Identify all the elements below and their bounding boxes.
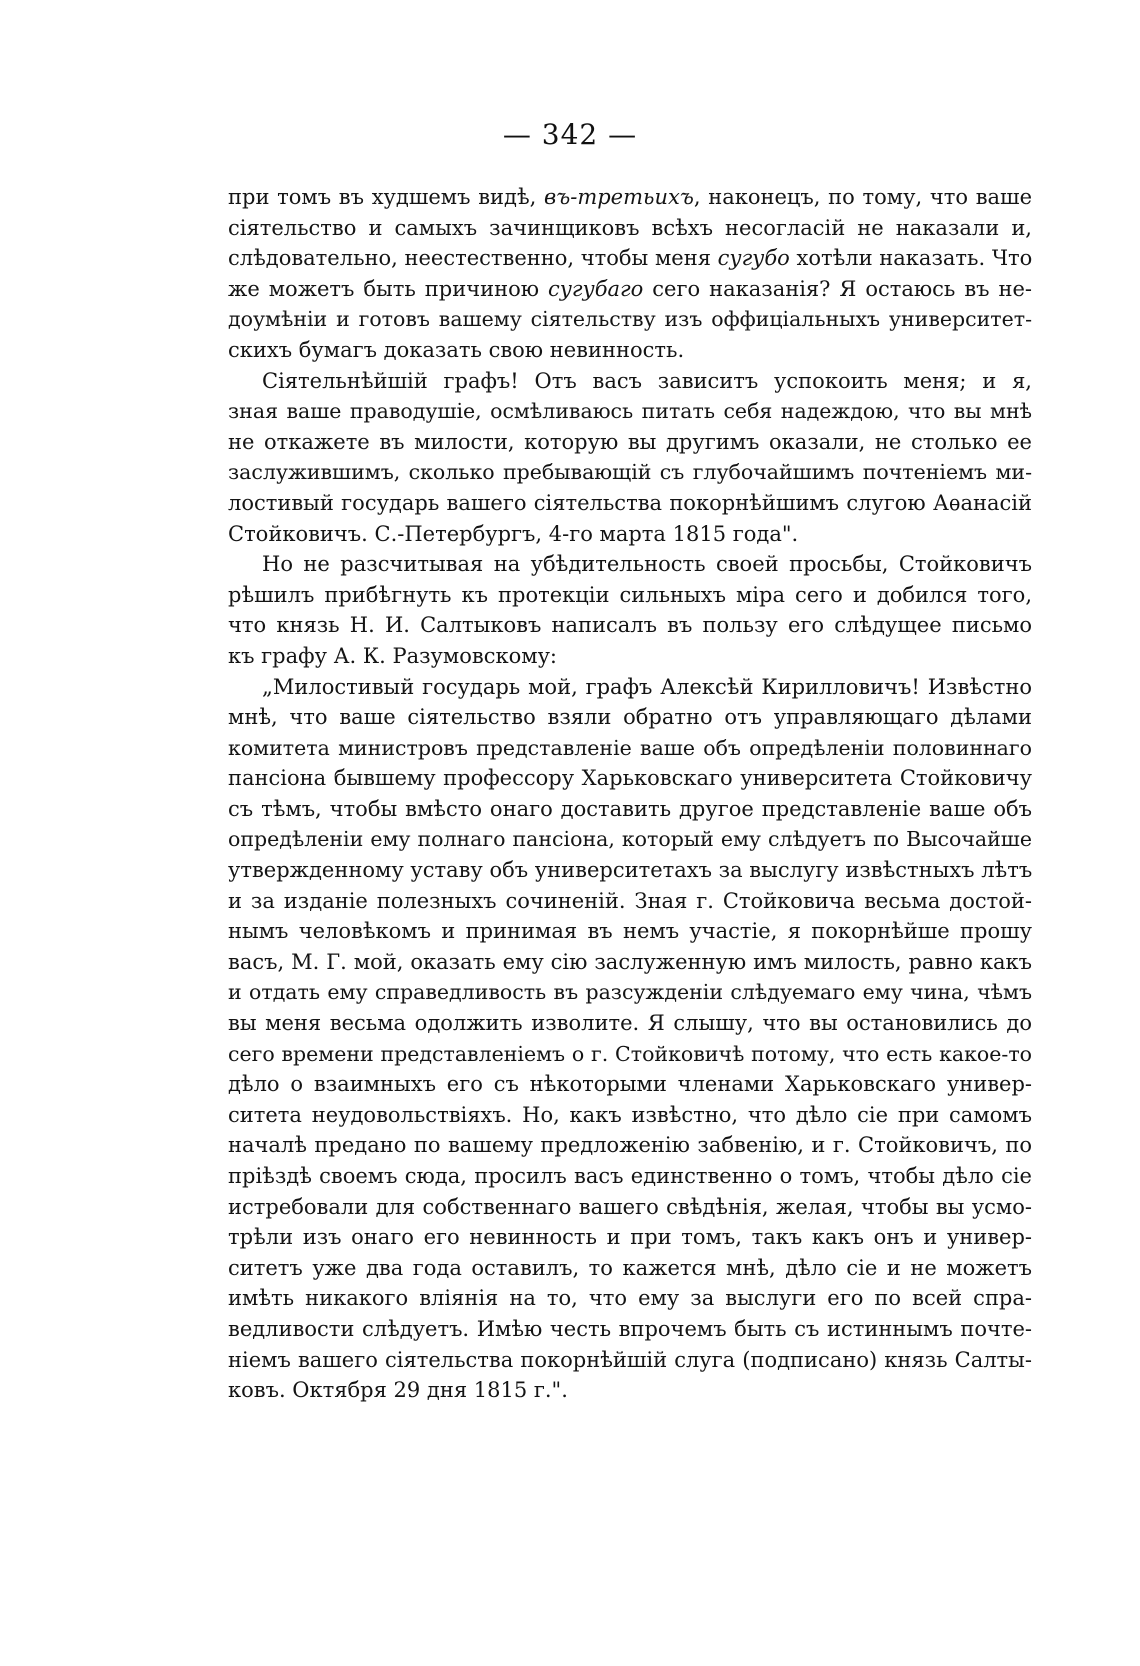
text-line	[228, 213, 1032, 244]
text-run: мнѣ, что ваше сіятельство взяли обратно отъ управляющаго дѣлами	[228, 705, 1032, 730]
text-run: съ тѣмъ, чтобы вмѣсто онаго доставить другое представленіе ваше объ	[228, 796, 1032, 821]
text-line	[228, 274, 1032, 305]
text-line	[228, 1130, 1032, 1161]
body-text	[228, 182, 1032, 1406]
text-line	[228, 1253, 1032, 1284]
text-run: Стойковичъ. С.-Петербургъ, 4-го марта 1815 года".	[228, 521, 799, 546]
text-run: имѣть никакого вліянія на то, что ему за выслуги его по всей спра-	[228, 1286, 1032, 1311]
text-line	[228, 182, 1032, 213]
text-run: комитета министровъ представленіе ваше объ опредѣленіи половиннаго	[228, 735, 1032, 760]
text-run: сего наказанія? Я остаюсь въ не-	[643, 276, 1032, 301]
text-run: „Милостивый государь мой, графъ Алексѣй Кирилловичъ! Извѣстно	[262, 674, 1032, 699]
text-run: скихъ бумагъ доказать свою невинность.	[228, 337, 685, 362]
text-line	[228, 366, 1032, 397]
text-run: при томъ въ худшемъ видѣ,	[228, 185, 544, 209]
text-line	[228, 1100, 1032, 1131]
text-run: васъ, М. Г. мой, оказать ему сію заслуженную имъ милость, равно какъ	[228, 949, 1032, 974]
text-run: ситетъ уже два года оставилъ, то кажется мнѣ, дѣло сіе и не можетъ	[228, 1255, 1032, 1280]
text-line	[228, 733, 1032, 764]
text-line	[228, 886, 1032, 917]
italic-text: въ-третьихъ	[544, 185, 694, 209]
text-line	[228, 335, 1032, 366]
text-line	[228, 824, 1032, 855]
text-run: Но не разсчитывая на убѣдительность своей просьбы, Стойковичъ	[262, 552, 1032, 577]
text-line	[228, 549, 1032, 580]
text-run: Сіятельнѣйшій графъ! Отъ васъ зависитъ успокоить меня; и я,	[262, 368, 1032, 393]
text-line	[228, 1345, 1032, 1376]
text-line	[228, 457, 1032, 488]
text-line	[228, 488, 1032, 519]
text-line	[228, 1283, 1032, 1314]
text-run: вы меня весьма одолжить изволите. Я слышу, что вы остановились до	[228, 1011, 1032, 1036]
text-line	[228, 947, 1032, 978]
text-run: заслужившимъ, сколько пребывающій съ глубочайшимъ почтеніемъ ми-	[228, 460, 1032, 485]
italic-text: сугубаго	[547, 276, 644, 301]
text-run: утвержденному уставу объ университетахъ за выслугу извѣстныхъ лѣтъ	[228, 858, 1033, 883]
text-run: опредѣленіи ему полнаго пансіона, который ему слѣдуетъ по Высочайше	[228, 827, 1032, 852]
text-run: слѣдовательно, неестественно, чтобы меня	[228, 246, 718, 271]
text-run: лостивый государь вашего сіятельства покорнѣйшимъ слугою Аѳанасій	[228, 490, 1032, 515]
text-line	[228, 672, 1032, 703]
text-line	[228, 580, 1032, 611]
text-line	[228, 1314, 1032, 1345]
text-run: къ графу А. К. Разумовскому:	[228, 643, 558, 668]
text-run: дѣло о взаимныхъ его съ нѣкоторыми членами Харьковскаго универ-	[228, 1072, 1032, 1097]
text-run: сего времени представленіемъ о г. Стойковичѣ потому, что есть какое-то	[228, 1041, 1032, 1066]
text-run: сіятельство и самыхъ зачинщиковъ всѣхъ несогласій не наказали и,	[228, 215, 1032, 240]
text-line	[228, 1161, 1032, 1192]
text-line	[228, 1375, 1032, 1406]
text-line	[228, 610, 1032, 641]
text-run: и за изданіе полезныхъ сочиненій. Зная г. Стойковича весьма достой-	[228, 888, 1032, 913]
text-run: рѣшилъ прибѣгнуть къ протекціи сильныхъ міра сего и добился того,	[228, 582, 1032, 607]
text-line	[228, 702, 1032, 733]
text-line	[228, 794, 1032, 825]
text-run: ніемъ вашего сіятельства покорнѣйшій слуга (подписано) князь Салты-	[228, 1347, 1032, 1372]
text-run: нымъ человѣкомъ и принимая въ немъ участіе, я покорнѣйше прошу	[228, 919, 1032, 944]
text-run: пріѣздѣ своемъ сюда, просилъ васъ единственно о томъ, чтобы дѣло сіе	[228, 1164, 1032, 1188]
page-number: — 342 —	[502, 118, 638, 151]
text-run: пансіона бывшему профессору Харьковскаго университета Стойковичу	[228, 766, 1032, 791]
text-run: ковъ. Октября 29 дня 1815 г.".	[228, 1378, 568, 1403]
text-run: зная ваше праводушіе, осмѣливаюсь питать себя надеждою, что вы мнѣ	[228, 399, 1032, 424]
text-run: , наконецъ, по тому, что ваше	[693, 185, 1032, 209]
italic-text: сугубо	[717, 246, 790, 271]
text-run: не откажете въ милости, которую вы другимъ оказали, не столько ее	[228, 429, 1032, 454]
text-line	[228, 1039, 1032, 1070]
text-line	[228, 977, 1032, 1008]
text-run: трѣли изъ онаго его невинность и при томъ, такъ какъ онъ и универ-	[228, 1225, 1032, 1250]
text-line	[228, 763, 1032, 794]
text-line	[228, 243, 1032, 274]
text-run: что князь Н. И. Салтыковъ написалъ въ пользу его слѣдущее письмо	[228, 613, 1032, 638]
text-line	[228, 1222, 1032, 1253]
text-run: истребовали для собственнаго вашего свѣдѣнія, желая, чтобы вы усмо-	[228, 1194, 1032, 1219]
text-run: и отдать ему справедливость въ разсужденіи слѣдуемаго ему чина, чѣмъ	[228, 980, 1032, 1005]
text-run: доумѣніи и готовъ вашему сіятельству изъ оффиціальныхъ университет-	[228, 307, 1032, 332]
text-line	[228, 855, 1032, 886]
text-run: началѣ предано по вашему предложенію забвенію, и г. Стойковичъ, по	[228, 1133, 1032, 1158]
text-line	[228, 1008, 1032, 1039]
text-line	[228, 519, 1032, 550]
text-run: ведливости слѣдуетъ. Имѣю честь впрочемъ быть съ истиннымъ почте-	[228, 1316, 1032, 1341]
text-run: хотѣли наказать. Что	[789, 246, 1033, 271]
text-line	[228, 1192, 1032, 1223]
text-line	[228, 916, 1032, 947]
text-line	[228, 304, 1032, 335]
text-line	[228, 1069, 1032, 1100]
text-line	[228, 396, 1032, 427]
text-line	[228, 427, 1032, 458]
text-run: ситета неудовольствіяхъ. Но, какъ извѣстно, что дѣло сіе при самомъ	[228, 1102, 1032, 1127]
text-line	[228, 641, 1032, 672]
text-run: же можетъ быть причиною	[228, 276, 548, 301]
